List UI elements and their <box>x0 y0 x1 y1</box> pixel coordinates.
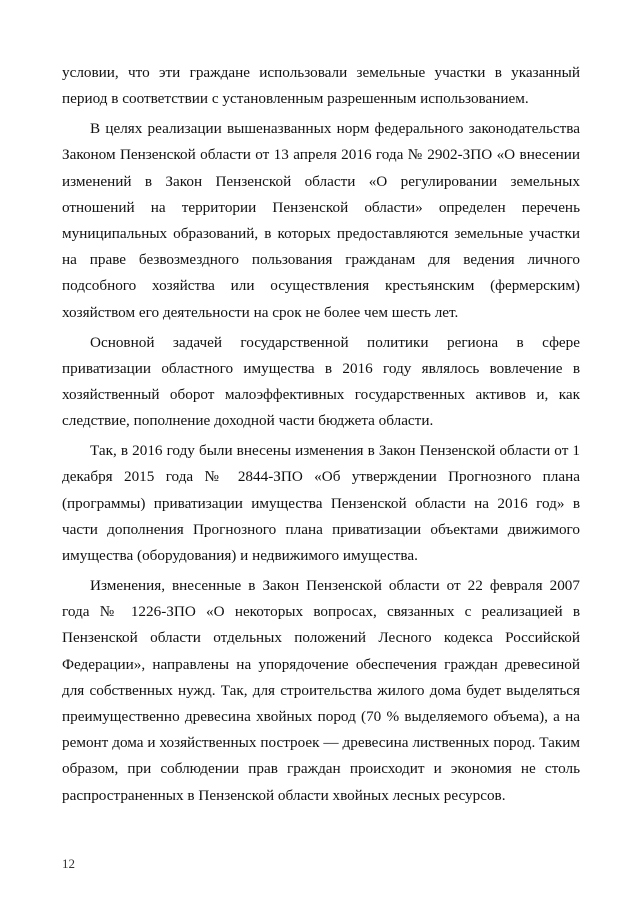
paragraph-continuation: условии, что эти граждане использовали земельные участки в указанный период в соответствии с установленным разрешенным использованием. <box>62 64 580 108</box>
page-number: 12 <box>62 856 75 871</box>
paragraph-privatization-policy: Основной задачей государственной политики региона в сфере приватизации областного имущества в 2016 году являлось вовлечение в хозяйственный оборот малоэффективных государственных активов и, как следствие, пополнение доходной части бюджета области. <box>62 333 580 430</box>
paragraph-land-law: В целях реализации вышеназванных норм федерального законодательства Законом Пензенской области от 13 апреля 2016 года № 2902-ЗПО «О внесении изменений в Закон Пензенской области «О регулировании земельных отношений на территории Пензенской области» определен перечень муниципальных образований, в которых предоставляются земельные участки на праве безвозмездного пользования гражданам для ведения личного подсобного хозяйства или осуществления крестьянским (фермерским) хозяйством его деятельности на срок не более чем шесть лет. <box>62 120 580 321</box>
body-text <box>62 60 580 813</box>
paragraph-forest-code: Изменения, внесенные в Закон Пензенской области от 22 февраля 2007 года № 1226-ЗПО «О некоторых вопросах, связанных с реализацией в Пензенской области отдельных положений Лесного кодекса Российской Федерации», направлены на упорядочение обеспечения граждан древесиной для собственных нужд. Так, для строительства жилого дома будет выделяться преимущественно древесина хвойных пород (70 % выделяемого объема), а на ремонт дома и хозяйственных построек — древесина лиственных пород. Таким образом, при соблюдении прав граждан происходит и экономия не столь распространенных в Пензенской области хвойных лесных ресурсов. <box>62 577 580 804</box>
paragraph-privatization-plan: Так, в 2016 году были внесены изменения в Закон Пензенской области от 1 декабря 2015 года № 2844-ЗПО «Об утверждении Прогнозного плана (программы) приватизации имущества Пензенской области на 2016 год» в части дополнения Прогнозного плана приватизации объектами движимого имущества (оборудования) и недвижимого имущества. <box>62 442 580 565</box>
